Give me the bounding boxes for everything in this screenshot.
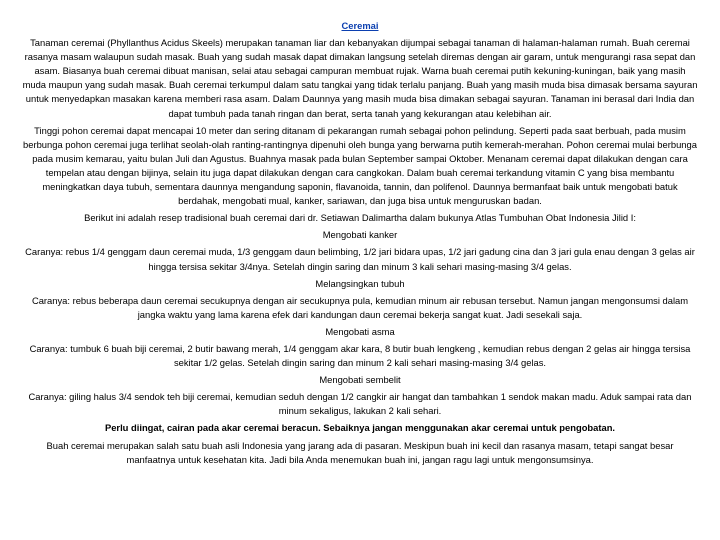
paragraph-conclusion: Buah ceremai merupakan salah satu buah asli Indonesia yang jarang ada di pasaran. Meskipun buah ini kecil dan rasanya masam, tetapi sangat besar manfaatnya untuk kesehatan kita. Jadi bila Anda menemukan buah ini, jangan ragu lagi untuk mengonsumsinya. <box>46 439 674 465</box>
title-link[interactable]: Ceremai <box>341 20 379 31</box>
heading-cancer: Mengobati kanker <box>322 229 398 241</box>
heading-constipation: Mengobati sembelit <box>319 374 401 386</box>
paragraph-intro: Tanaman ceremai (Phyllanthus Acidus Skeels) merupakan tanaman liar dan kebanyakan dijumpai sebagai tanaman di halaman-halaman rumah. Buah ceremai rasanya masam walaupun sudah masak. Buah yang sudah masak dapat dimakan langsung setelah diremas dengan air garam, untuk mengurangi rasa sepat dan asam. Biasanya buah ceremai dibuat manisan, selai atau sebagai campuran membuat rujak. Warna buah ceremai putih kekuning-kuningan, baik yang masih muda maupun yang sudah masak. Buah ceremai terkumpul dalam satu tangkai yang tidak terlalu panjang. Buah yang masih muda bisa dimasak bersama sayuran untuk menyedapkan masakan karena memberi rasa asam. Dalam Daunnya yang masih muda bisa dimakan sebagai sayuran. Tanaman ini berasal dari India dan dapat tumbuh pada tanah ringan dan berat, serta tanah yang kekurangan atau kelebihan air. <box>22 37 698 119</box>
paragraph-recipe-intro: Berikut ini adalah resep tradisional buah ceremai dari dr. Setiawan Dalimartha dalam bukunya Atlas Tumbuhan Obat Indonesia Jilid I: <box>84 212 636 224</box>
paragraph-slimming-recipe: Caranya: rebus beberapa daun ceremai secukupnya dengan air secukupnya pula, kemudian minum air rebusan tersebut. Namun jangan mengonsumsi dalam jangka waktu yang lama karena efek dari kandungan daun ceremai bekerja sangat kuat. Jadi sesekali saja. <box>31 294 689 320</box>
paragraph-asthma-recipe: Caranya: tumbuk 6 buah biji ceremai, 2 butir bawang merah, 1/4 genggam akar kara, 8 butir buah lengkeng , kemudian rebus dengan 2 gelas air hingga tersisa sekitar 1/2 gelas. Setelah dingin saring dan minum 2 kali sehari masing-masing 3/4 gelas. <box>29 342 691 369</box>
paragraph-cancer-recipe: Caranya: rebus 1/4 genggam daun ceremai muda, 1/3 genggam daun belimbing, 1/2 jari bidara upas, 1/2 jari gadung cina dan 3 jari gula enau dengan 3 gelas air hingga tersisa sekitar 3/4nya. Setelah dingin saring dan minum 3 kali sehari masing-masing 3/4 gelas. <box>25 246 695 272</box>
paragraph-tree-description: Tinggi pohon ceremai dapat mencapai 10 meter dan sering ditanam di pekarangan rumah sebagai pohon pelindung. Seperti pada saat berbuah, pada musim berbunga pohon ceremai juga terlihat seolah-olah ranting-rantingnya dipenuhi oleh bunga yang berwarna putih kemerah-merahan. Pohon ceremai mulai berbunga pada musim kemarau, yaitu bulan Juli dan Agustus. Buahnya masak pada bulan September sampai Oktober. Menanam ceremai dapat dilakukan dengan cara tempelan atau dengan bijinya, selain itu juga dapat dilakukan dengan cara cangkokan. Dalam buah ceremai terkandung vitamin C yang bisa membantu meningkatkan daya tubuh, sementara daunnya mengandung saponin, flavanoida, tannin, dan polifenol. Daunnya bermanfaat baik untuk mengobati batuk berdahak, mengobati mual, kanker, sariawan, dan juga bisa untuk menguruskan badan. <box>23 124 697 207</box>
paragraph-constipation-recipe: Caranya: giling halus 3/4 sendok teh biji ceremai, kemudian seduh dengan 1/2 cangkir air hangat dan tambahkan 1 sendok makan madu. Aduk sampai rata dan minum sekaligus, lakukan 2 kali sehari. <box>28 391 692 417</box>
heading-slimming: Melangsingkan tubuh <box>315 277 405 289</box>
warning-note: Perlu diingat, cairan pada akar ceremai beracun. Sebaiknya jangan menggunakan akar ceremai untuk pengobatan. <box>104 422 616 434</box>
heading-asthma: Mengobati asma <box>325 325 395 337</box>
